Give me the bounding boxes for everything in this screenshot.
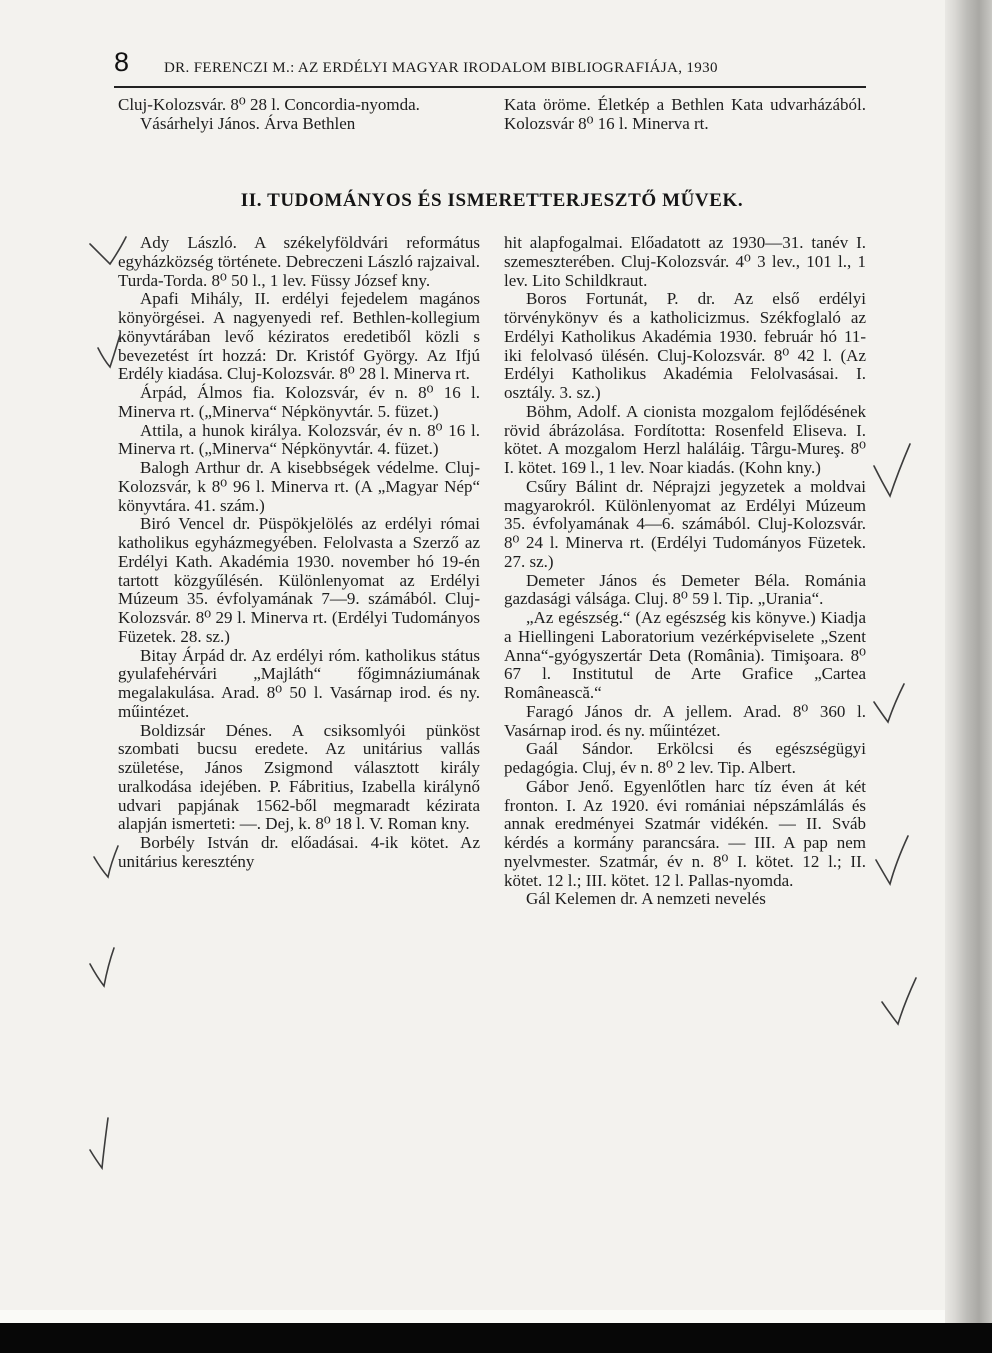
left-column bbox=[118, 234, 480, 872]
scan-bottom-border bbox=[0, 1323, 992, 1353]
bibliography-entry: Böhm, Adolf. A cionista mozgalom fejlődésének rövid ábrázolása. Fordította: Rosenfeld Eliseva. I. kötet. A mozgalom Herzl haláláig. Târgu-Mureş. 8⁰ I. kötet. 169 l., 1 lev. Noar kiadás. (Kohn kny.) bbox=[504, 401, 866, 477]
entry-start: Vásárhelyi János. Árva Bethlen bbox=[140, 113, 356, 133]
bibliography-entry: Csűry Bálint dr. Néprajzi jegyzetek a moldvai magyarokról. Különlenyomat az Erdélyi Múzeum 35. évfolyamának 4—6. számából. Cluj-Kolozsvár. 8⁰ 24 l. Minerva rt. (Erdélyi Tudományos Füzetek. 27. sz.) bbox=[504, 476, 866, 571]
bibliography-entry: Gál Kelemen dr. A nemzeti nevelés bbox=[526, 889, 766, 909]
bibliography-entry: Borbély István dr. előadásai. 4-ik kötet. Az unitárius keresztény bbox=[118, 833, 480, 871]
bibliography-entry: Árpád, Álmos fia. Kolozsvár, év n. 8⁰ 16 l. Minerva rt. („Minerva“ Népkönyvtár. 5. füzet.) bbox=[118, 383, 480, 421]
bibliography-entry: Attila, a hunok királya. Kolozsvár, év n. 8⁰ 16 l. Minerva rt. („Minerva“ Népkönyvtár. 4. füzet.) bbox=[118, 420, 480, 459]
running-head: DR. FERENCZI M.: AZ ERDÉLYI MAGYAR IRODALOM BIBLIOGRAFIÁJA, 1930 bbox=[164, 60, 718, 76]
bibliography-entry: Faragó János dr. A jellem. Arad. 8⁰ 360 l. Vasárnap irod. és ny. műintézet. bbox=[504, 701, 866, 740]
page-bottom-margin bbox=[0, 1310, 945, 1323]
bibliography-entry: Bitay Árpád dr. Az erdélyi róm. katholikus státus gyulafehérvári „Majláth“ főgimnáziumának megalakulása. Arad. 8⁰ 50 l. Vasárnap irod. és ny. műintézet. bbox=[118, 645, 480, 721]
bibliography-entry: Demeter János és Demeter Béla. Románia gazdasági válsága. Cluj. 8⁰ 59 l. Tip. „Urania“. bbox=[504, 570, 866, 609]
top-left-text bbox=[118, 96, 480, 134]
bibliography-entry: Biró Vencel dr. Püspökjelölés az erdélyi római katholikus egyházmegyében. Felolvasta a Szerző az Erdélyi Kath. Akadémia 1930. november hó 19-én tartott közgyűlésén. Különlenyomat az Erdélyi Múzeum 35. évfolyamának 7—9. számából. Cluj-Kolozsvár. 8⁰ 29 l. Minerva rt. (Erdélyi Tudományos Füzetek. 28. sz.) bbox=[118, 514, 480, 646]
right-column bbox=[504, 234, 866, 909]
page-number: 8 bbox=[114, 47, 130, 77]
top-right-text bbox=[504, 96, 866, 134]
bibliography-entry: Boldizsár Dénes. A csiksomlyói pünköst szombati bucsu eredete. Az unitárius vallás születése, János Zsigmond választott király uralkodása idejében. P. Fábritius, Izabella királynő udvari papjának 1562-ből megmaradt kézirata alapján ismerteti: —. Dej, k. 8⁰ 18 l. V. Roman kny. bbox=[118, 720, 480, 834]
bibliography-entry: Gaál Sándor. Erkölcsi és egészségügyi pedagógia. Cluj, év n. 8⁰ 2 lev. Tip. Albert. bbox=[504, 739, 866, 777]
bibliography-entry: Boros Fortunát, P. dr. Az első erdélyi törvénykönyv és a katholicizmus. Székfoglaló az Erdélyi Katholikus Akadémia 1930. február hó 11-iki felolvasó ülésén. Cluj-Kolozsvár. 8⁰ 42 l. (Az Erdélyi Katholikus Akadémia Felolvasásai. I. osztály. 3. sz.) bbox=[504, 289, 866, 402]
paragraph: Kata öröme. Életkép a Bethlen Kata udvarházából. Kolozsvár 8⁰ 16 l. Minerva rt. bbox=[504, 95, 866, 133]
page-edge-shadow bbox=[945, 0, 992, 1323]
bibliography-entry: „Az egészség.“ (Az egészség kis könyve.) Kiadja a Hiellingeni Laboratorium vezérképviselete „Szent Anna“-gyógyszertár Deta (România). Timişoara. 8⁰ 67 l. Institutul de Arte Grafice „Cartea Românească.“ bbox=[504, 608, 866, 702]
page-header bbox=[114, 47, 866, 88]
paragraph: Cluj-Kolozsvár. 8⁰ 28 l. Concordia-nyomda. bbox=[118, 95, 420, 114]
bibliography-entry: Balogh Arthur dr. A kisebbségek védelme. Cluj-Kolozsvár, k 8⁰ 96 l. Minerva rt. (A „Magyar Nép“ könyvtára. 41. szám.) bbox=[118, 458, 480, 515]
bibliography-entry: Gábor Jenő. Egyenlőtlen harc tíz éven át két fronton. I. Az 1920. évi romániai népszámlálás és annak eredményei Szatmár vidékén. — II. Sváb kérdés a kormány parancsára. — III. A pap nem nyelvmester. Szatmár, év n. 8⁰ I. kötet. 12 l.; II. kötet. 12 l.; III. kötet. 12 l. Pallas-nyomda. bbox=[504, 776, 866, 890]
bibliography-entry: Ady László. A székelyföldvári református egyházközség története. Debreczeni László rajzaival. Turda-Torda. 8⁰ 50 l., 1 lev. Füssy József kny. bbox=[118, 233, 480, 290]
bibliography-entry: Apafi Mihály, II. erdélyi fejedelem magános könyörgései. A nagyenyedi ref. Bethlen-kollegium könyvtárában levő kéziratos eredetiből közli s bevezetést írt hozzá: Dr. Kristóf György. Az Ifjú Erdély kiadása. Cluj-Kolozsvár. 8⁰ 28 l. Minerva rt. bbox=[118, 289, 480, 384]
section-heading: II. TUDOMÁNYOS ÉS ISMERETTERJESZTŐ MŰVEK. bbox=[240, 190, 744, 211]
bibliography-entry-continued: hit alapfogalmai. Előadatott az 1930—31. tanév I. szemeszterében. Cluj-Kolozsvár. 4⁰ 3 lev., 101 l., 1 lev. Lito Schildkraut. bbox=[504, 233, 866, 290]
